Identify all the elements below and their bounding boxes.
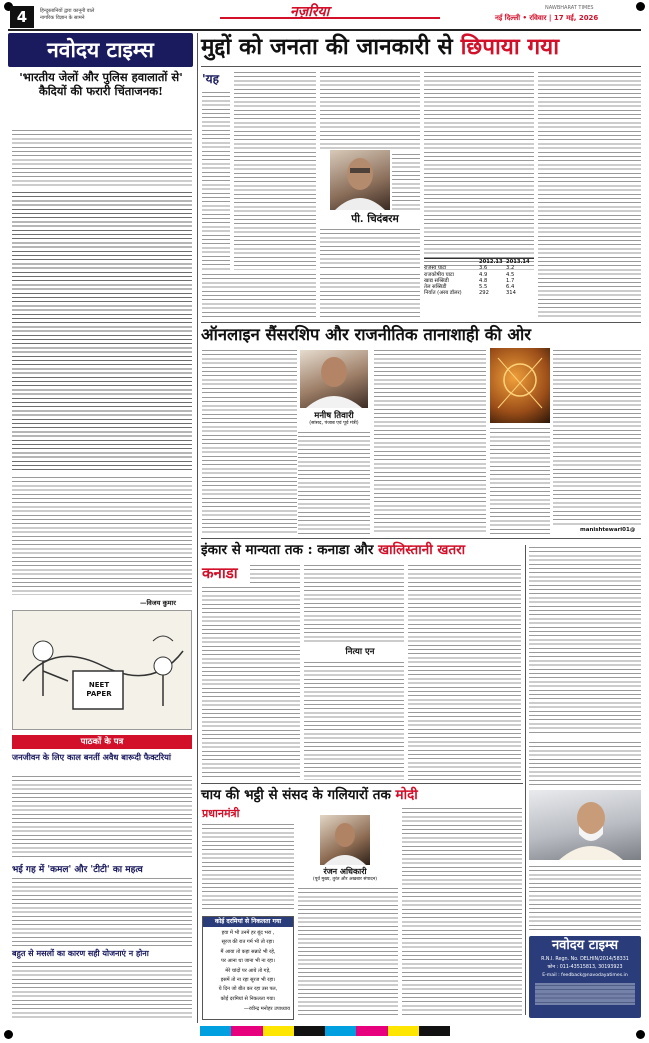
article-column xyxy=(408,563,521,780)
poem-line: मैं आया तो कहा सन्नाटे भी रहे, xyxy=(220,948,276,955)
bullet-list xyxy=(12,190,192,470)
article-text xyxy=(12,128,192,188)
left-headline: 'भारतीय जेलों और पुलिस हवालातों से' कैदियों की फरारी चिंताजनक! xyxy=(19,70,183,98)
table-row: निर्यात (अरब डॉलर) 292 314 xyxy=(424,290,516,297)
article-column xyxy=(202,272,316,320)
poem-box xyxy=(202,916,294,1020)
letter-heading: भई गह में 'कमल' और 'टीटी' का महत्व xyxy=(12,865,143,875)
letter-text xyxy=(12,876,192,946)
author-role: (पूर्व मुख्य, तुरंत और अखबार संपादन) xyxy=(312,877,378,882)
section-title: नज़रिया xyxy=(290,4,330,20)
article-column xyxy=(553,348,641,448)
letter-text xyxy=(12,960,192,1020)
poem-line: मेरे चांदों पर आये तो गड़े, xyxy=(225,967,271,974)
footer-line: E-mail : feedback@navodayatimes.in xyxy=(542,973,628,978)
article4-headline: चाय की भट्ठी से संसद के गलियारों तक मोदी xyxy=(201,787,418,803)
date-line: नई दिल्ली • रविवार | 17 मई, 2026 xyxy=(495,14,599,22)
article-column xyxy=(202,822,294,912)
tagline-line: हिन्दुस्तानियों द्वारा कानूनी वाले xyxy=(40,8,95,14)
byline: —विजय कुमार xyxy=(140,599,176,607)
article-column xyxy=(298,430,370,535)
registration-mark xyxy=(636,1030,645,1039)
article-column xyxy=(553,450,641,525)
data-table xyxy=(424,258,534,316)
article-column xyxy=(202,585,300,780)
portrait-icon xyxy=(300,350,368,408)
article-column xyxy=(250,563,300,583)
article3-headline: इंकार से मान्यता तक : कनाडा और खालिस्तानी खतरा xyxy=(201,542,466,558)
author-name: मनीष तिवारी xyxy=(314,411,354,421)
article-photo xyxy=(529,790,641,860)
poem-line: हवा में भी उनमें हर बूंद भरा , xyxy=(221,930,275,936)
article-column xyxy=(320,227,420,270)
footer-line: फ़ोन : 011-43515813, 30193923 xyxy=(547,965,623,970)
letter-heading: बहुत से मसलों का कारण सही योजनाएं न होना xyxy=(12,948,149,958)
article-column xyxy=(304,660,404,780)
footer-paper-name: नवोदय टाइम्स xyxy=(551,938,619,953)
table-row: राजस्व घाटा 3.6 3.2 xyxy=(424,265,515,272)
author-photo xyxy=(330,150,390,210)
author-photo xyxy=(300,350,368,408)
article-column xyxy=(298,886,398,1016)
main-headline: मुद्दों को जनता की जानकारी से छिपाया गया xyxy=(201,34,560,60)
article-column xyxy=(234,70,316,270)
page-number: 4 xyxy=(10,6,34,28)
letter-heading: जनजीवन के लिए काल बनतीं अवैध बारूदी फैक्टरियां xyxy=(12,752,172,762)
author-email: manishtewari01@ xyxy=(580,527,636,533)
article-column xyxy=(202,348,297,393)
pullquote-sidebar: 'यह xyxy=(202,72,220,86)
poem-line: इसमें तो ना रहा सूरज भी रहा। xyxy=(220,977,276,984)
portrait-icon xyxy=(330,150,390,210)
registration-mark xyxy=(636,2,645,11)
masthead-tagline xyxy=(40,8,190,22)
article-column xyxy=(374,348,486,535)
paper-name-banner: नवोदय टाइम्स xyxy=(8,33,193,67)
article-column xyxy=(402,806,522,1016)
article-column xyxy=(304,563,404,643)
author-photo xyxy=(320,815,370,865)
footer-line: R.N.I. Regn. No. DELHIN/2014/58331 xyxy=(541,957,629,962)
article-column xyxy=(538,70,641,320)
poem-line: ये दिन जो बीत कर रहा उस पल, xyxy=(218,986,278,993)
poem-line: पर आना था जाना भी ना रहा। xyxy=(221,958,275,965)
author-name: रंजन अधिकारी xyxy=(323,866,367,876)
article-column xyxy=(490,426,550,535)
poem-lines xyxy=(203,927,293,1006)
letter-text xyxy=(12,774,192,860)
article-column xyxy=(529,864,641,932)
article-text xyxy=(12,475,192,595)
author-name: पी. चिदंबरम xyxy=(351,213,399,225)
article-column xyxy=(392,152,420,210)
article-column xyxy=(202,395,297,535)
brand-right: NAWBHARAT TIMES xyxy=(545,5,594,11)
cartoon-caption: NEET PAPER xyxy=(86,681,112,698)
letters-banner: पाठकों के पत्र xyxy=(12,735,192,749)
dropcap-word: कनाडा xyxy=(202,564,238,582)
cartoon-drawing xyxy=(13,611,192,730)
article-column xyxy=(424,70,534,270)
article-photo xyxy=(490,348,550,423)
poem-author: —रवीन्द्र मनोहर उपाध्याय xyxy=(243,1006,290,1013)
poem-line: सूरज की रात गर्म भी तो रहा। xyxy=(221,939,275,946)
tagline-line: नागरिक विज्ञान के सामने xyxy=(40,15,85,21)
table-row: तेल सब्सिडी 5.5 6.4 xyxy=(424,284,515,291)
portrait-icon xyxy=(529,790,641,860)
article-column xyxy=(320,272,420,320)
table-row: खाद्य सब्सिडी 4.8 1.7 xyxy=(424,277,515,284)
table-header: 2012.13 2013.14 xyxy=(479,259,530,265)
portrait-icon xyxy=(320,815,370,865)
author-role: (सांसद, पंजाब एवं पूर्व मंत्री) xyxy=(309,421,359,426)
article-column xyxy=(529,545,641,735)
poem-title: कोई दरमियां से निकलता गया xyxy=(203,917,293,927)
network-illustration xyxy=(490,348,550,423)
poem-line: कोई दरमियां से निकलता गया। xyxy=(220,995,276,1002)
registration-mark xyxy=(4,1030,13,1039)
color-calibration-bar xyxy=(200,1026,450,1036)
cartoon-image xyxy=(12,610,192,730)
author-name: नित्या एन xyxy=(345,647,375,657)
footer-box xyxy=(529,936,641,1018)
sidebar-text xyxy=(202,90,230,270)
dropcap-word: प्रधानमंत्री xyxy=(202,807,240,820)
article-column xyxy=(320,70,420,150)
article2-headline: ऑनलाइन सैंसरशिप और राजनीतिक तानाशाही की ओर xyxy=(201,325,532,344)
table-row: राजकोषीय घाटा 4.9 4.5 xyxy=(424,271,515,278)
article-column xyxy=(529,740,641,788)
